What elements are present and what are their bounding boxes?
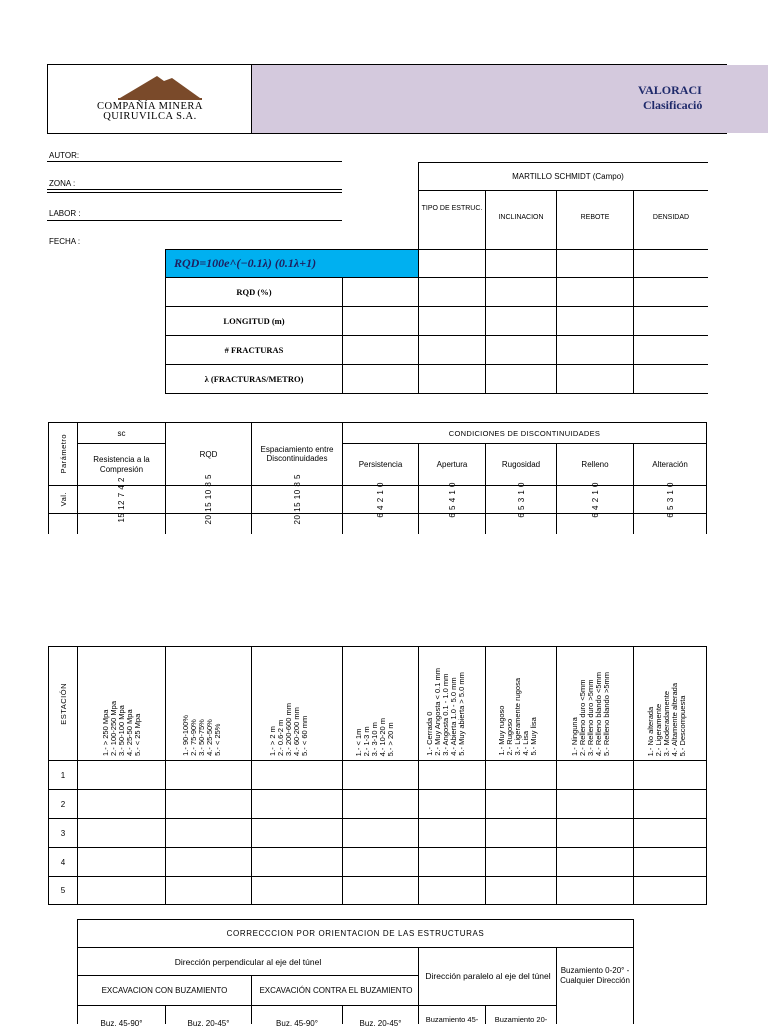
rqd-row-lambda: λ (FRACTURAS/METRO) [204, 374, 304, 384]
val-alteracion [634, 481, 706, 518]
val-apertura [419, 481, 485, 518]
val-espaciamiento-text: 20 15 10 8 5 [292, 474, 302, 525]
mountain-icon [60, 72, 240, 102]
correccion-sub-2: Buz. 20-45° [187, 1018, 230, 1028]
estacion-col-4 [355, 652, 395, 756]
val-rqd [166, 474, 251, 525]
val-resistencia-text: 15 12 7 4 2 [117, 476, 126, 523]
schmidt-title: MARTILLO SCHMIDT (Campo) [512, 171, 624, 181]
val-persistencia-text: 6 4 2 1 0 [376, 481, 385, 518]
correccion-paralelo: Dirección paralelo al eje del túnel [425, 970, 551, 981]
persistencia-header: Persistencia [358, 460, 403, 469]
rqd-row-longitud: LONGITUD (m) [223, 316, 285, 326]
estacion-col-5 [426, 650, 466, 756]
estacion-col-4-text: 1.- < 1m 2.- 1-3 m 3.- 3-10 m 4.- 10-20 m 5.- > 20 m [354, 717, 395, 756]
rqd-header: RQD [199, 449, 218, 459]
estacion-header [49, 647, 77, 760]
correccion-con-buzamiento: EXCAVACION CON BUZAMIENTO [101, 986, 228, 995]
val-relleno-text: 6 4 2 1 0 [590, 481, 600, 518]
estacion-col-1 [102, 652, 142, 756]
estacion-col-8-text: 1.- No alterada 2.- Ligeramente 3.- Moderadamente 4.- Altamente alterada 5.- Descompuesta [646, 682, 687, 756]
alteracion-header: Alteración [652, 460, 688, 469]
val-rugosidad [486, 481, 556, 518]
estacion-row-2: 2 [60, 799, 66, 809]
rugosidad-header: Rugosidad [501, 460, 541, 469]
schmidt-col-densidad: DENSIDAD [652, 214, 690, 221]
correccion-sub-1: Buz. 45-90° [100, 1018, 143, 1028]
schmidt-col-rebote: REBOTE [580, 214, 610, 221]
estacion-row-1: 1 [60, 770, 66, 780]
schmidt-col-tipo: TIPO DE ESTRUC. [421, 205, 483, 212]
condiciones-header: CONDICIONES DE DISCONTINUIDADES [448, 428, 601, 438]
correccion-sub-4: Buz. 20-45° [359, 1018, 402, 1028]
estacion-col-8 [647, 652, 687, 756]
estacion-col-1-text: 1.- > 250 Mpa 2.- 100-250 Mpa 3.- 50-100 Mpa 4.- 25-50 Mpa 5.- < 25 Mpa [101, 700, 142, 756]
estacion-col-2 [182, 652, 222, 756]
val-text: Val. [58, 492, 68, 507]
correccion-title: CORRECCCION POR ORIENTACION DE LAS ESTRUCTURAS [226, 929, 485, 938]
correccion-sub-6: Buzamiento 20- [494, 1014, 548, 1024]
val-resistencia [78, 476, 165, 523]
estacion-col-3-text: 1.- > 2 m 2.- 0.6-2 m 3.- 200-600 mm 4.- 60-200 mm 5.- < 60 mm [268, 703, 309, 756]
estacion-row-3: 3 [60, 828, 66, 838]
zona-label: ZONA : [49, 179, 76, 188]
estacion-row-4: 4 [60, 857, 66, 867]
labor-label: LABOR : [49, 209, 81, 218]
correccion-buzamiento-any: Buzamiento 0-20° - Cualquier Dirección [560, 966, 630, 985]
val-espaciamiento [252, 474, 342, 525]
parametro-text: Parámetro [58, 434, 68, 474]
correccion-sub-5: Buzamiento 45- [425, 1014, 479, 1024]
correccion-contra-buzamiento: EXCAVACIÓN CONTRA EL BUZAMIENTO [259, 986, 413, 995]
correccion-sub-3: Buz. 45-90° [276, 1018, 318, 1028]
val-apertura-text: 6 5 4 1 0 [447, 481, 457, 518]
rqd-row-fracturas: # FRACTURAS [224, 345, 284, 355]
val-relleno [557, 481, 633, 518]
estacion-row-5: 5 [60, 886, 66, 895]
company-name-line2: QUIRUVILCA S.A. [103, 111, 197, 122]
val-persistencia [343, 481, 418, 518]
val-rugosidad-text: 6 5 3 1 0 [516, 481, 526, 518]
espaciamiento-header: Espaciamiento entre Discontinuidades [260, 445, 334, 463]
fecha-label: FECHA : [49, 237, 81, 246]
resistencia-header: Resistencia a la Compresión [93, 454, 150, 474]
autor-label: AUTOR: [49, 151, 80, 160]
val-label [49, 486, 77, 513]
val-alteracion-text: 6 5 3 1 0 [665, 481, 675, 518]
schmidt-col-inclinacion: INCLINACION [498, 214, 544, 221]
estacion-col-6-text: 1.- Muy rugoso 2.- Rugoso 3.- Ligeramente rugosa 4.- Lisa 5.- Muy lisa [497, 678, 538, 756]
estacion-col-6 [498, 652, 538, 756]
company-name-line1: COMPAÑÍA MINERA [96, 101, 203, 112]
page-subtitle: Clasificació [643, 98, 703, 112]
rqd-row-rqd: RQD (%) [236, 287, 272, 297]
estacion-col-5-text: 1.- Cerrada 0 2.- Muy Angosta < 0.1 mm 3.- Angosta 0.1 - 1.0 mm 4.- Abierta 1.0 - 5.0 mm 5.- Muy abierta > 5.0 mm [425, 668, 466, 756]
relleno-header: Relleno [581, 460, 609, 469]
parametro-label [49, 423, 77, 485]
correccion-perpendicular: Dirección perpendicular al eje del túnel [174, 956, 322, 967]
company-logo [60, 72, 240, 122]
estacion-col-3 [269, 652, 309, 756]
val-rqd-text: 20 15 10 8 5 [204, 474, 213, 525]
sc-header: sc [117, 428, 126, 438]
estacion-header-text: ESTACIÓN [58, 682, 68, 725]
rqd-formula-text: RQD=100e^(−0.1λ) (0.1λ+1) [174, 256, 317, 270]
estacion-col-7-text: 1.- Ninguna 2.- Relleno duro <5mm 3.- Relleno duro >5mm 4.- Relleno blando <5mm 5.- Relleno blando >5mm [570, 671, 611, 756]
page-title: VALORACI [638, 83, 702, 97]
apertura-header: Apertura [436, 460, 468, 469]
estacion-col-2-text: 1.- 90-100% 2.- 75-90% 3.- 50-75% 4.- 25-50% 5.- < 25% [181, 715, 222, 756]
estacion-col-7 [571, 650, 611, 756]
